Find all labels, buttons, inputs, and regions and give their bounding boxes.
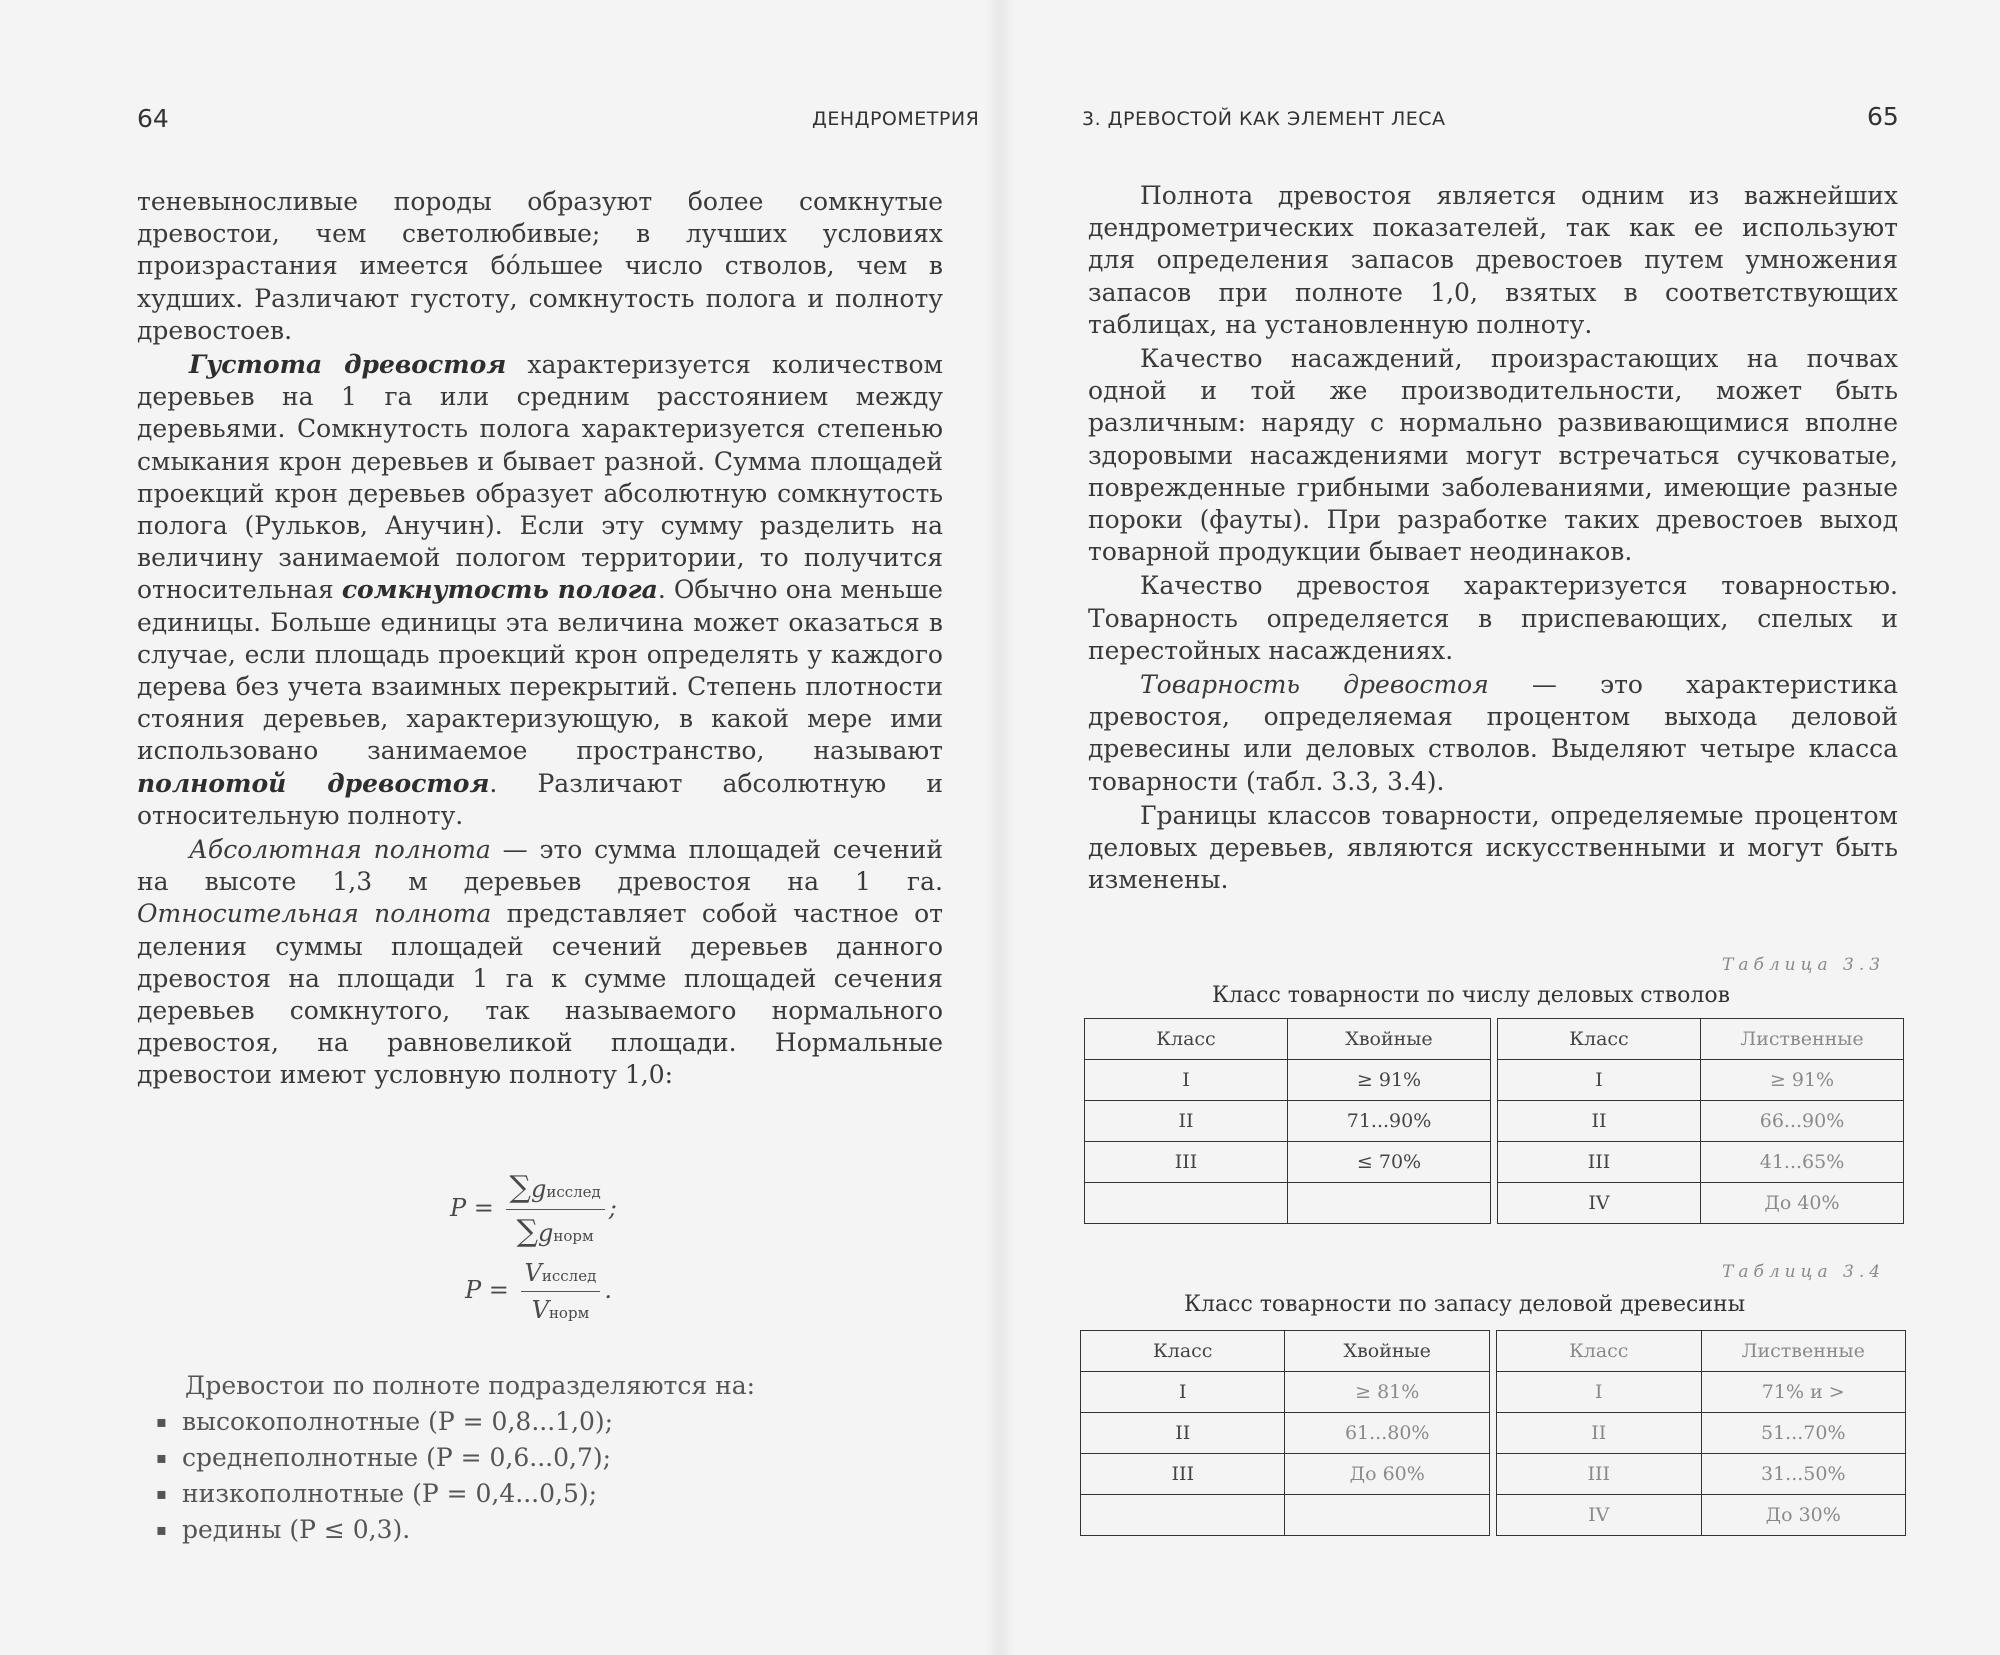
paragraph [1088,669,1898,798]
table-gap [1489,1413,1496,1454]
table-cell: II [1085,1101,1288,1142]
table-cell: I [1498,1060,1701,1101]
table-header-cell: Класс [1085,1019,1288,1060]
left-body-text [137,186,943,1092]
table-cell: I [1081,1372,1285,1413]
formula-lhs: P = [465,1276,509,1304]
formula-fraction-g [506,1170,605,1249]
table-cell: До 60% [1285,1454,1489,1495]
table-3-3 [1084,1018,1904,1224]
paragraph-text: характеризуется количеством деревьев на 1 га или средним расстоянием между деревьями. Сомкнутость полога характеризуется степенью смыкания крон деревьев и бывает разной. Сумма площадей проекций крон деревьев образует абсолютную сомкнутость полога (Рульков, Анучин). Если эту сумму разделить на величину занимаемой пологом территории, то получится относительная [137,350,943,605]
table-gap [1491,1101,1498,1142]
polnota-list [150,1404,613,1548]
table-row [1081,1372,1906,1413]
table-gap [1489,1454,1496,1495]
table-cell: II [1081,1413,1285,1454]
table-cell: До 30% [1701,1495,1906,1536]
table-header-cell: Лиственные [1701,1019,1904,1060]
list-item: ▪ среднеполнотные (P = 0,6...0,7); [150,1440,613,1476]
paragraph: Качество насаждений, произрастающих на почвах одной и той же производительности, может быть различным: наряду с нормально развивающимися вполне здоровыми насаждениями могут встречаться сучковатые, поврежденные грибными заболеваниями, имеющие разные пороки (фауты). При разработке таких древостоев выход товарной продукции бывает неодинаков. [1088,344,1898,567]
formula-sub: исслед [546,1183,601,1201]
paragraph: теневыносливые породы образуют более сомкнутые древостои, чем светолюбивые; в лучших условиях произрастания имеется бо́льшее число стволов, чем в худших. Различают густоту, сомкнутость полога и полноту древостоев. [137,187,943,345]
table-header-row [1085,1019,1904,1060]
table-cell: I [1497,1372,1701,1413]
table-cell [1285,1495,1489,1536]
table-cell: III [1498,1142,1701,1183]
paragraph-text: . Различают абсолютную и относительную полноту. [137,768,943,830]
table-cell: III [1085,1142,1288,1183]
table-cell: 31...50% [1701,1454,1906,1495]
list-item: ▪ низкополнотные (P = 0,4...0,5); [150,1476,613,1512]
table-gap [1491,1183,1498,1224]
formula-var: V [524,1259,542,1287]
formula-fraction-v [521,1259,601,1324]
term-abs-polnota: Абсолютная полнота [189,835,491,865]
list-item: ▪ редины (P ≤ 0,3). [150,1512,613,1548]
page-number-right: 65 [1867,102,1899,131]
term-tovarnost: Товарность древостоя [1140,670,1489,700]
table-gap [1489,1372,1496,1413]
sigma-symbol: ∑ [516,1214,539,1249]
term-otn-polnota: Относительная полнота [137,899,492,929]
term-gustota: Густота древостоя [189,350,507,380]
table-gap [1491,1019,1498,1060]
table-cell [1081,1495,1285,1536]
table-cell: 71% и > [1701,1372,1906,1413]
table-cell: ≥ 91% [1701,1060,1904,1101]
table-cell [1085,1183,1288,1224]
table-cell: ≥ 81% [1285,1372,1489,1413]
paragraph [137,349,943,832]
table-3-3-title: Класс товарности по числу деловых стволов [1212,983,1730,1008]
table-cell: IV [1497,1495,1701,1536]
table-cell: IV [1498,1183,1701,1224]
table-gap [1491,1142,1498,1183]
paragraph: Полнота древостоя является одним из важнейших дендрометрических показателей, так как ее используют для определения запасов древостоев путем умножения запасов при полноте 1,0, взятых в соответствующих таблицах, на установленную полноту. [1088,181,1898,339]
table-cell: 41...65% [1701,1142,1904,1183]
paragraph: Границы классов товарности, определяемые процентом деловых деревьев, являются искусственными и могут быть изменены. [1088,800,1898,895]
table-header-row [1081,1331,1906,1372]
formula-var: V [531,1296,549,1324]
table-3-3-label: Таблица 3.3 [1722,955,1886,975]
paragraph-text: представляет собой частное от деления суммы площадей сечений деревьев данного древостоя на площади 1 га к сумме площадей сечения деревьев сомкнутого, так называемого нормального древостоя, на равновеликой площади. Нормальные древостои имеют условную полноту 1,0: [137,899,943,1090]
formula-var: g [530,1175,547,1203]
table-header-cell: Хвойные [1285,1331,1489,1372]
table-cell: II [1498,1101,1701,1142]
formula-sub: норм [548,1304,590,1322]
right-body-text [1088,180,1898,896]
paragraph-text: — это сумма площадей сечений на высоте 1,3 м деревьев древостоя на 1 га. [137,835,944,897]
table-cell: До 40% [1701,1183,1904,1224]
table-gap [1489,1495,1496,1536]
running-head-right: 3. ДРЕВОСТОЙ КАК ЭЛЕМЕНТ ЛЕСА [1082,108,1446,130]
table-gap [1489,1331,1496,1372]
table-row [1085,1183,1904,1224]
term-somknutost: сомкнутость полога [341,575,658,605]
right-page [1000,0,2000,1655]
formula-line-2 [465,1259,617,1324]
table-cell: ≥ 91% [1288,1060,1491,1101]
table-row [1085,1101,1904,1142]
paragraph-text: — это характеристика древостоя, определяемая процентом выхода деловой древесины или деловых стволов. Выделяют четыре класса товарности (табл. 3.3, 3.4). [1088,670,1898,796]
table-cell [1288,1183,1491,1224]
formula-line-1 [450,1170,617,1249]
table-cell: ≤ 70% [1288,1142,1491,1183]
formula-sep: . [604,1276,612,1304]
table-gap [1491,1060,1498,1101]
table-header-cell: Класс [1498,1019,1701,1060]
table-header-cell: Класс [1497,1331,1701,1372]
table-cell: 71...90% [1288,1101,1491,1142]
table-row [1085,1060,1904,1101]
sigma-symbol: ∑ [509,1170,531,1205]
table-3-4-title: Класс товарности по запасу деловой древесины [1184,1292,1746,1317]
table-cell: III [1497,1454,1701,1495]
table-header-cell: Класс [1081,1331,1285,1372]
table-row [1085,1142,1904,1183]
table-cell: III [1081,1454,1285,1495]
list-item: ▪ высокополнотные (P = 0,8...1,0); [150,1404,613,1440]
polnota-formula [380,1170,617,1324]
table-header-cell: Лиственные [1701,1331,1906,1372]
table-header-cell: Хвойные [1288,1019,1491,1060]
running-head-left: ДЕНДРОМЕТРИЯ [812,108,980,130]
table-cell: I [1085,1060,1288,1101]
formula-sep: ; [608,1194,617,1222]
paragraph-text: . Обычно она меньше единицы. Больше единицы эта величина может оказаться в случае, если площадь проекций крон определять у каждого дерева без учета взаимных перекрытий. Степень плотности стояния деревьев, характеризующую, в какой мере ими использовано занимаемое пространство, называют [137,575,943,766]
formula-var: g [538,1219,554,1247]
term-polnota: полнотой древостоя [137,768,490,798]
paragraph: Качество древостоя характеризуется товарностью. Товарность определяется в приспевающих, спелых и перестойных насаждениях. [1088,571,1898,665]
formula-sub: исслед [541,1267,597,1285]
paragraph [137,834,943,1092]
table-row [1081,1454,1906,1495]
list-intro: Древостои по полноте подразделяются на: [185,1371,756,1400]
table-cell: II [1497,1413,1701,1454]
table-cell: 51...70% [1701,1413,1906,1454]
table-cell: 66...90% [1701,1101,1904,1142]
table-row [1081,1413,1906,1454]
table-3-4 [1080,1330,1906,1536]
table-cell: 61...80% [1285,1413,1489,1454]
formula-lhs: P = [450,1194,494,1222]
page-number-left: 64 [137,104,169,133]
table-3-4-label: Таблица 3.4 [1722,1262,1886,1282]
table-row [1081,1495,1906,1536]
formula-sub: норм [553,1227,594,1245]
